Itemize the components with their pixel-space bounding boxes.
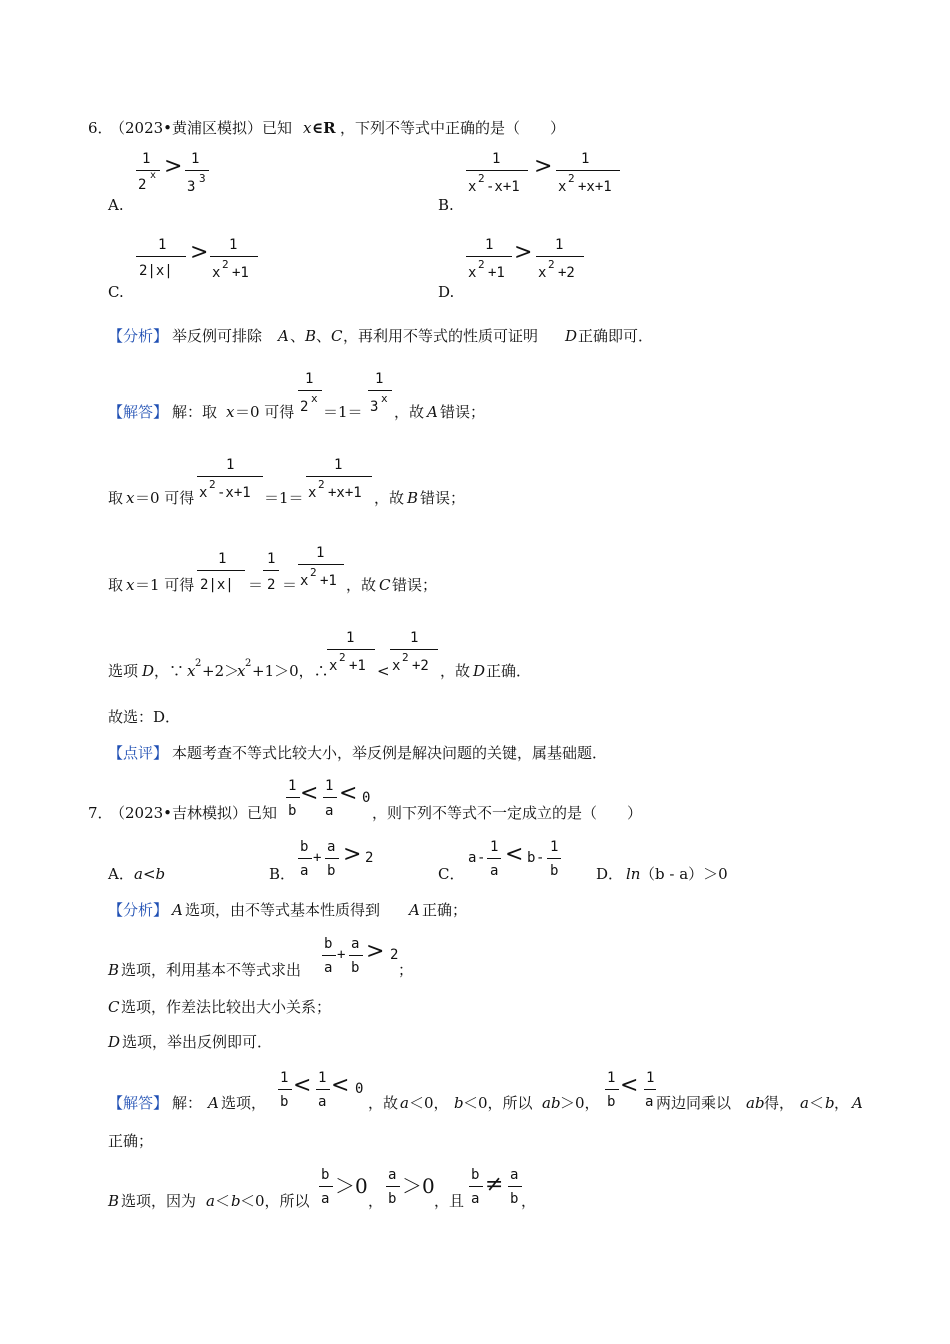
less-than: <: [377, 662, 390, 680]
text: 错误；: [392, 576, 438, 594]
frac-num: 1: [316, 545, 325, 561]
frac-den-var: x: [468, 265, 477, 281]
frac-den: b: [607, 1094, 616, 1110]
less-than: <: [505, 842, 524, 867]
frac-den-var: x: [468, 179, 477, 195]
analysis-text: 正确即可．: [578, 327, 654, 345]
fraction-bar: [316, 1089, 330, 1090]
frac-num: a: [351, 936, 360, 952]
analysis-text: 举反例可排除: [172, 327, 263, 345]
text: ；: [398, 961, 414, 979]
text: 选项，由不等式基本性质得到: [185, 901, 381, 919]
fraction-bar: [368, 390, 392, 391]
exponent: 2: [568, 172, 575, 185]
greater-than: >: [343, 842, 362, 867]
q7-source: （2023•吉林模拟）已知: [110, 804, 278, 822]
letter-d: D: [108, 1033, 121, 1051]
text: ，∵: [154, 662, 185, 680]
fraction-bar: [210, 256, 258, 257]
separator: 、: [316, 327, 332, 345]
text: 取: [108, 489, 124, 507]
letter-c: C: [379, 576, 391, 594]
label-a: A．: [108, 865, 134, 883]
analysis-tag: 【分析】: [108, 327, 169, 345]
frac-den: b: [280, 1094, 289, 1110]
frac-den-tail: -x+1: [486, 179, 520, 195]
frac-den: a: [490, 863, 499, 879]
text: ＜0，: [409, 1094, 449, 1112]
fraction-bar: [319, 1186, 333, 1187]
minus: -: [477, 850, 486, 866]
frac-num: 1: [229, 237, 238, 253]
fraction-bar: [325, 858, 339, 859]
analysis-tag: 【分析】: [108, 901, 169, 919]
option-a-text: a<b: [134, 865, 166, 883]
text: +2＞: [202, 662, 240, 680]
fraction-bar: [469, 1186, 483, 1187]
letter-a: A: [409, 901, 420, 919]
fraction-bar: [298, 858, 312, 859]
fraction-bar: [197, 476, 263, 477]
exponent: x: [381, 392, 388, 405]
frac-num: 1: [288, 778, 297, 794]
fraction-bar: [278, 1089, 292, 1090]
q6-number: 6．: [88, 119, 113, 137]
label-d: D．: [596, 865, 624, 883]
frac-num: a: [510, 1167, 519, 1183]
frac-num: 1: [485, 237, 494, 253]
letter-a: A: [852, 1094, 863, 1112]
frac-num: 1: [607, 1070, 616, 1086]
frac-num: 1: [492, 151, 501, 167]
text: ，且: [434, 1192, 465, 1210]
q7-solution-1-end: 正确；: [108, 1132, 154, 1150]
frac-den: b: [327, 863, 336, 879]
zero: 0: [362, 790, 371, 806]
fraction-bar: [327, 649, 375, 650]
frac-den: a: [645, 1094, 654, 1110]
var-x: x: [237, 662, 246, 680]
var-b: b: [825, 1094, 835, 1112]
label-a: A.: [108, 196, 124, 214]
greater-than: >: [534, 154, 553, 179]
frac-num: a: [388, 1167, 397, 1183]
var-x: x: [226, 403, 235, 421]
text: +1＞0，∴: [252, 662, 329, 680]
letter-b: B: [407, 489, 419, 507]
fraction-bar: [136, 256, 186, 257]
q7-number: 7．: [88, 804, 113, 822]
fraction-bar: [298, 390, 322, 391]
text: ，故: [346, 576, 377, 594]
less-than: ＜: [809, 1094, 825, 1112]
q6-var-x: x: [303, 119, 312, 137]
two: 2: [365, 850, 374, 866]
letter-a: A: [278, 327, 289, 345]
exponent: 2: [310, 566, 317, 579]
label-b: B.: [438, 196, 454, 214]
var-a: a: [468, 850, 477, 866]
frac-den: 2|x|: [139, 263, 173, 279]
minus: -: [536, 850, 545, 866]
frac-num: 1: [280, 1070, 289, 1086]
fraction-bar: [547, 858, 561, 859]
var-b: b: [231, 1192, 241, 1210]
frac-num: 1: [218, 551, 227, 567]
frac-num: a: [327, 839, 336, 855]
comma: ，: [368, 1192, 384, 1210]
frac-den-var: x: [199, 485, 208, 501]
text: 正确；: [422, 901, 468, 919]
fraction-bar: [349, 955, 363, 956]
text: 取: [108, 576, 124, 594]
exponent: 2: [478, 172, 485, 185]
less-than: <: [331, 1073, 350, 1098]
label-c: C．: [438, 865, 465, 883]
label-c: C.: [108, 283, 124, 301]
frac-den: a: [318, 1094, 327, 1110]
greater-than: >: [366, 939, 385, 964]
exponent: 2: [209, 478, 216, 491]
letter-a: A: [208, 1094, 219, 1112]
frac-den-var: x: [558, 179, 567, 195]
frac-den: 3: [370, 399, 379, 415]
frac-num: 1: [334, 457, 343, 473]
label-b: B．: [269, 865, 296, 883]
greater-than: >: [164, 154, 183, 179]
exponent: 2: [339, 651, 346, 664]
exponent: x: [150, 170, 157, 181]
letter-a: A: [172, 901, 183, 919]
text: ＝1 可得: [135, 576, 195, 594]
var-ab: ab: [746, 1094, 765, 1112]
fraction-bar: [466, 170, 528, 171]
text: 错误；: [420, 489, 466, 507]
letter-a: A: [427, 403, 438, 421]
frac-den: a: [300, 863, 309, 879]
letter-d: D: [142, 662, 155, 680]
text: ＞0，: [560, 1094, 600, 1112]
comma: ，: [834, 1094, 850, 1112]
fraction-bar: [605, 1089, 619, 1090]
frac-den-tail: +x+1: [578, 179, 612, 195]
fraction-bar: [185, 170, 209, 171]
q6-source: （2023•黄浦区模拟）已知: [110, 119, 293, 137]
frac-den-tail: +1: [232, 265, 249, 281]
frac-num: 1: [142, 151, 151, 167]
frac-num: 1: [158, 237, 167, 253]
text: 选项，作差法比较出大小关系；: [121, 998, 332, 1016]
frac-den-tail: -x+1: [217, 485, 251, 501]
text: 错误；: [440, 403, 486, 421]
letter-c: C: [331, 327, 343, 345]
letter-d: D: [565, 327, 578, 345]
q6-stem: ，下列不等式中正确的是（ ）: [340, 119, 566, 137]
option-d-text: （b - a）＞0: [640, 865, 728, 883]
frac-den-tail: +1: [349, 658, 366, 674]
frac-den: a: [325, 803, 334, 819]
var-x: x: [187, 662, 196, 680]
fraction-bar: [466, 256, 512, 257]
exponent: 2: [548, 258, 555, 271]
less-than: <: [620, 1073, 639, 1098]
frac-num: 1: [318, 1070, 327, 1086]
less-than: <: [300, 781, 319, 806]
frac-num: 1: [346, 630, 355, 646]
fraction-bar: [306, 476, 372, 477]
letter-c: C: [108, 998, 120, 1016]
frac-den: a: [324, 960, 333, 976]
equals: ＝: [282, 576, 298, 594]
letter-d: D: [473, 662, 486, 680]
less-than: <: [339, 781, 358, 806]
zero: 0: [355, 1081, 364, 1097]
exponent: 2: [222, 258, 229, 271]
text: 解：取: [172, 403, 218, 421]
fraction-bar: [644, 1089, 656, 1090]
frac-num: b: [324, 936, 333, 952]
frac-den-var: x: [212, 265, 221, 281]
analysis-text: ，再利用不等式的性质可证明: [343, 327, 539, 345]
frac-den: a: [321, 1191, 330, 1207]
frac-den: 3: [187, 179, 196, 195]
exponent: x: [311, 392, 318, 405]
text: 选项，: [221, 1094, 267, 1112]
frac-den: b: [510, 1191, 519, 1207]
equals: ＝1＝: [323, 403, 363, 421]
text: 选项: [108, 662, 139, 680]
text: 两边同乘以: [656, 1094, 732, 1112]
fraction-bar: [323, 797, 337, 798]
fraction-bar: [197, 570, 245, 571]
var-a: a: [400, 1094, 409, 1112]
fraction-bar: [487, 858, 501, 859]
text: 得，: [764, 1094, 795, 1112]
greater-than: >: [514, 240, 533, 265]
frac-den-var: x: [392, 658, 401, 674]
not-equal: ≠: [485, 1172, 504, 1197]
frac-den: 2: [300, 399, 309, 415]
frac-num: b: [321, 1167, 330, 1183]
two: 2: [390, 947, 399, 963]
fraction-bar: [263, 570, 279, 571]
equals: ＝1＝: [264, 489, 304, 507]
exponent: 2: [402, 651, 409, 664]
ln: ln: [626, 865, 641, 883]
frac-num: 1: [375, 371, 384, 387]
greater-than: >: [190, 240, 209, 265]
text: ＜0，所以: [240, 1192, 310, 1210]
review-tag: 【点评】: [108, 744, 169, 762]
greater-than-zero: ＞0: [335, 1174, 368, 1198]
equals: ＝: [248, 576, 264, 594]
frac-den-var: x: [538, 265, 547, 281]
frac-num: 1: [226, 457, 235, 473]
frac-den: a: [471, 1191, 480, 1207]
frac-num: b: [471, 1167, 480, 1183]
fraction-bar: [536, 256, 584, 257]
var-ab: ab: [542, 1094, 561, 1112]
exponent: 2: [478, 258, 485, 271]
frac-num: 1: [305, 371, 314, 387]
q7-stem: ，则下列不等式不一定成立的是（ ）: [372, 804, 643, 822]
frac-num: 1: [267, 551, 276, 567]
text: ，故: [368, 1094, 399, 1112]
text: 解：: [172, 1094, 203, 1112]
var-a: a: [800, 1094, 809, 1112]
fraction-bar: [298, 564, 344, 565]
review-text: 本题考查不等式比较大小，举反例是解决问题的关键，属基础题．: [172, 744, 608, 762]
frac-den: b: [288, 803, 297, 819]
letter-b: B: [108, 1192, 120, 1210]
plus: +: [313, 850, 322, 866]
text: 选项，利用基本不等式求出: [121, 961, 302, 979]
exponent: 3: [199, 172, 206, 185]
text: ，故: [440, 662, 471, 680]
answer-tag: 【解答】: [108, 403, 169, 421]
text: ＝0 可得: [235, 403, 295, 421]
plus: +: [337, 947, 346, 963]
letter-b: B: [305, 327, 317, 345]
frac-den-tail: +1: [488, 265, 505, 281]
q6-in-r: ∈R: [312, 119, 336, 137]
less-than: <: [293, 1073, 312, 1098]
frac-num: 1: [581, 151, 590, 167]
text: ，故: [374, 489, 405, 507]
answer-tag: 【解答】: [108, 1094, 169, 1112]
q6-choose: 故选：D．: [108, 708, 181, 726]
frac-den: b: [388, 1191, 397, 1207]
frac-den: 2: [138, 177, 147, 193]
label-d: D.: [438, 283, 455, 301]
text: ，故: [394, 403, 425, 421]
letter-b: B: [108, 961, 120, 979]
var-b: b: [454, 1094, 464, 1112]
frac-den-tail: +2: [558, 265, 575, 281]
superscript: 2: [195, 658, 202, 669]
text: 选项，因为: [121, 1192, 197, 1210]
greater-than-zero: ＞0: [402, 1174, 435, 1198]
superscript: 2: [245, 658, 252, 669]
frac-num: 1: [410, 630, 419, 646]
fraction-bar: [508, 1186, 522, 1187]
frac-den: 2: [267, 577, 276, 593]
frac-den-tail: +1: [320, 573, 337, 589]
frac-num: 1: [555, 237, 564, 253]
frac-num: 1: [191, 151, 200, 167]
fraction-bar: [390, 649, 438, 650]
fraction-bar: [286, 797, 300, 798]
separator: 、: [290, 327, 306, 345]
frac-num: b: [300, 839, 309, 855]
frac-num: 1: [646, 1070, 655, 1086]
fraction-bar: [136, 170, 160, 171]
text: ＝0 可得: [135, 489, 195, 507]
comma: ，: [521, 1192, 537, 1210]
var-b: b: [527, 850, 536, 866]
frac-den-tail: +x+1: [328, 485, 362, 501]
fraction-bar: [386, 1186, 400, 1187]
text: 正确．: [486, 662, 532, 680]
text: ＜0，所以: [463, 1094, 533, 1112]
frac-den: 2|x|: [200, 577, 234, 593]
text: 选项，举出反例即可．: [122, 1033, 273, 1051]
frac-den-tail: +2: [412, 658, 429, 674]
frac-num: 1: [325, 778, 334, 794]
fraction-bar: [322, 955, 336, 956]
var-a: a: [206, 1192, 215, 1210]
exponent: 2: [318, 478, 325, 491]
frac-den-var: x: [300, 573, 309, 589]
frac-den-var: x: [329, 658, 338, 674]
fraction-bar: [556, 170, 620, 171]
frac-den-var: x: [308, 485, 317, 501]
var-x: x: [126, 576, 135, 594]
frac-num: 1: [550, 839, 559, 855]
frac-den: b: [550, 863, 559, 879]
less-than: ＜: [215, 1192, 231, 1210]
frac-num: 1: [490, 839, 499, 855]
var-x: x: [126, 489, 135, 507]
frac-den: b: [351, 960, 360, 976]
